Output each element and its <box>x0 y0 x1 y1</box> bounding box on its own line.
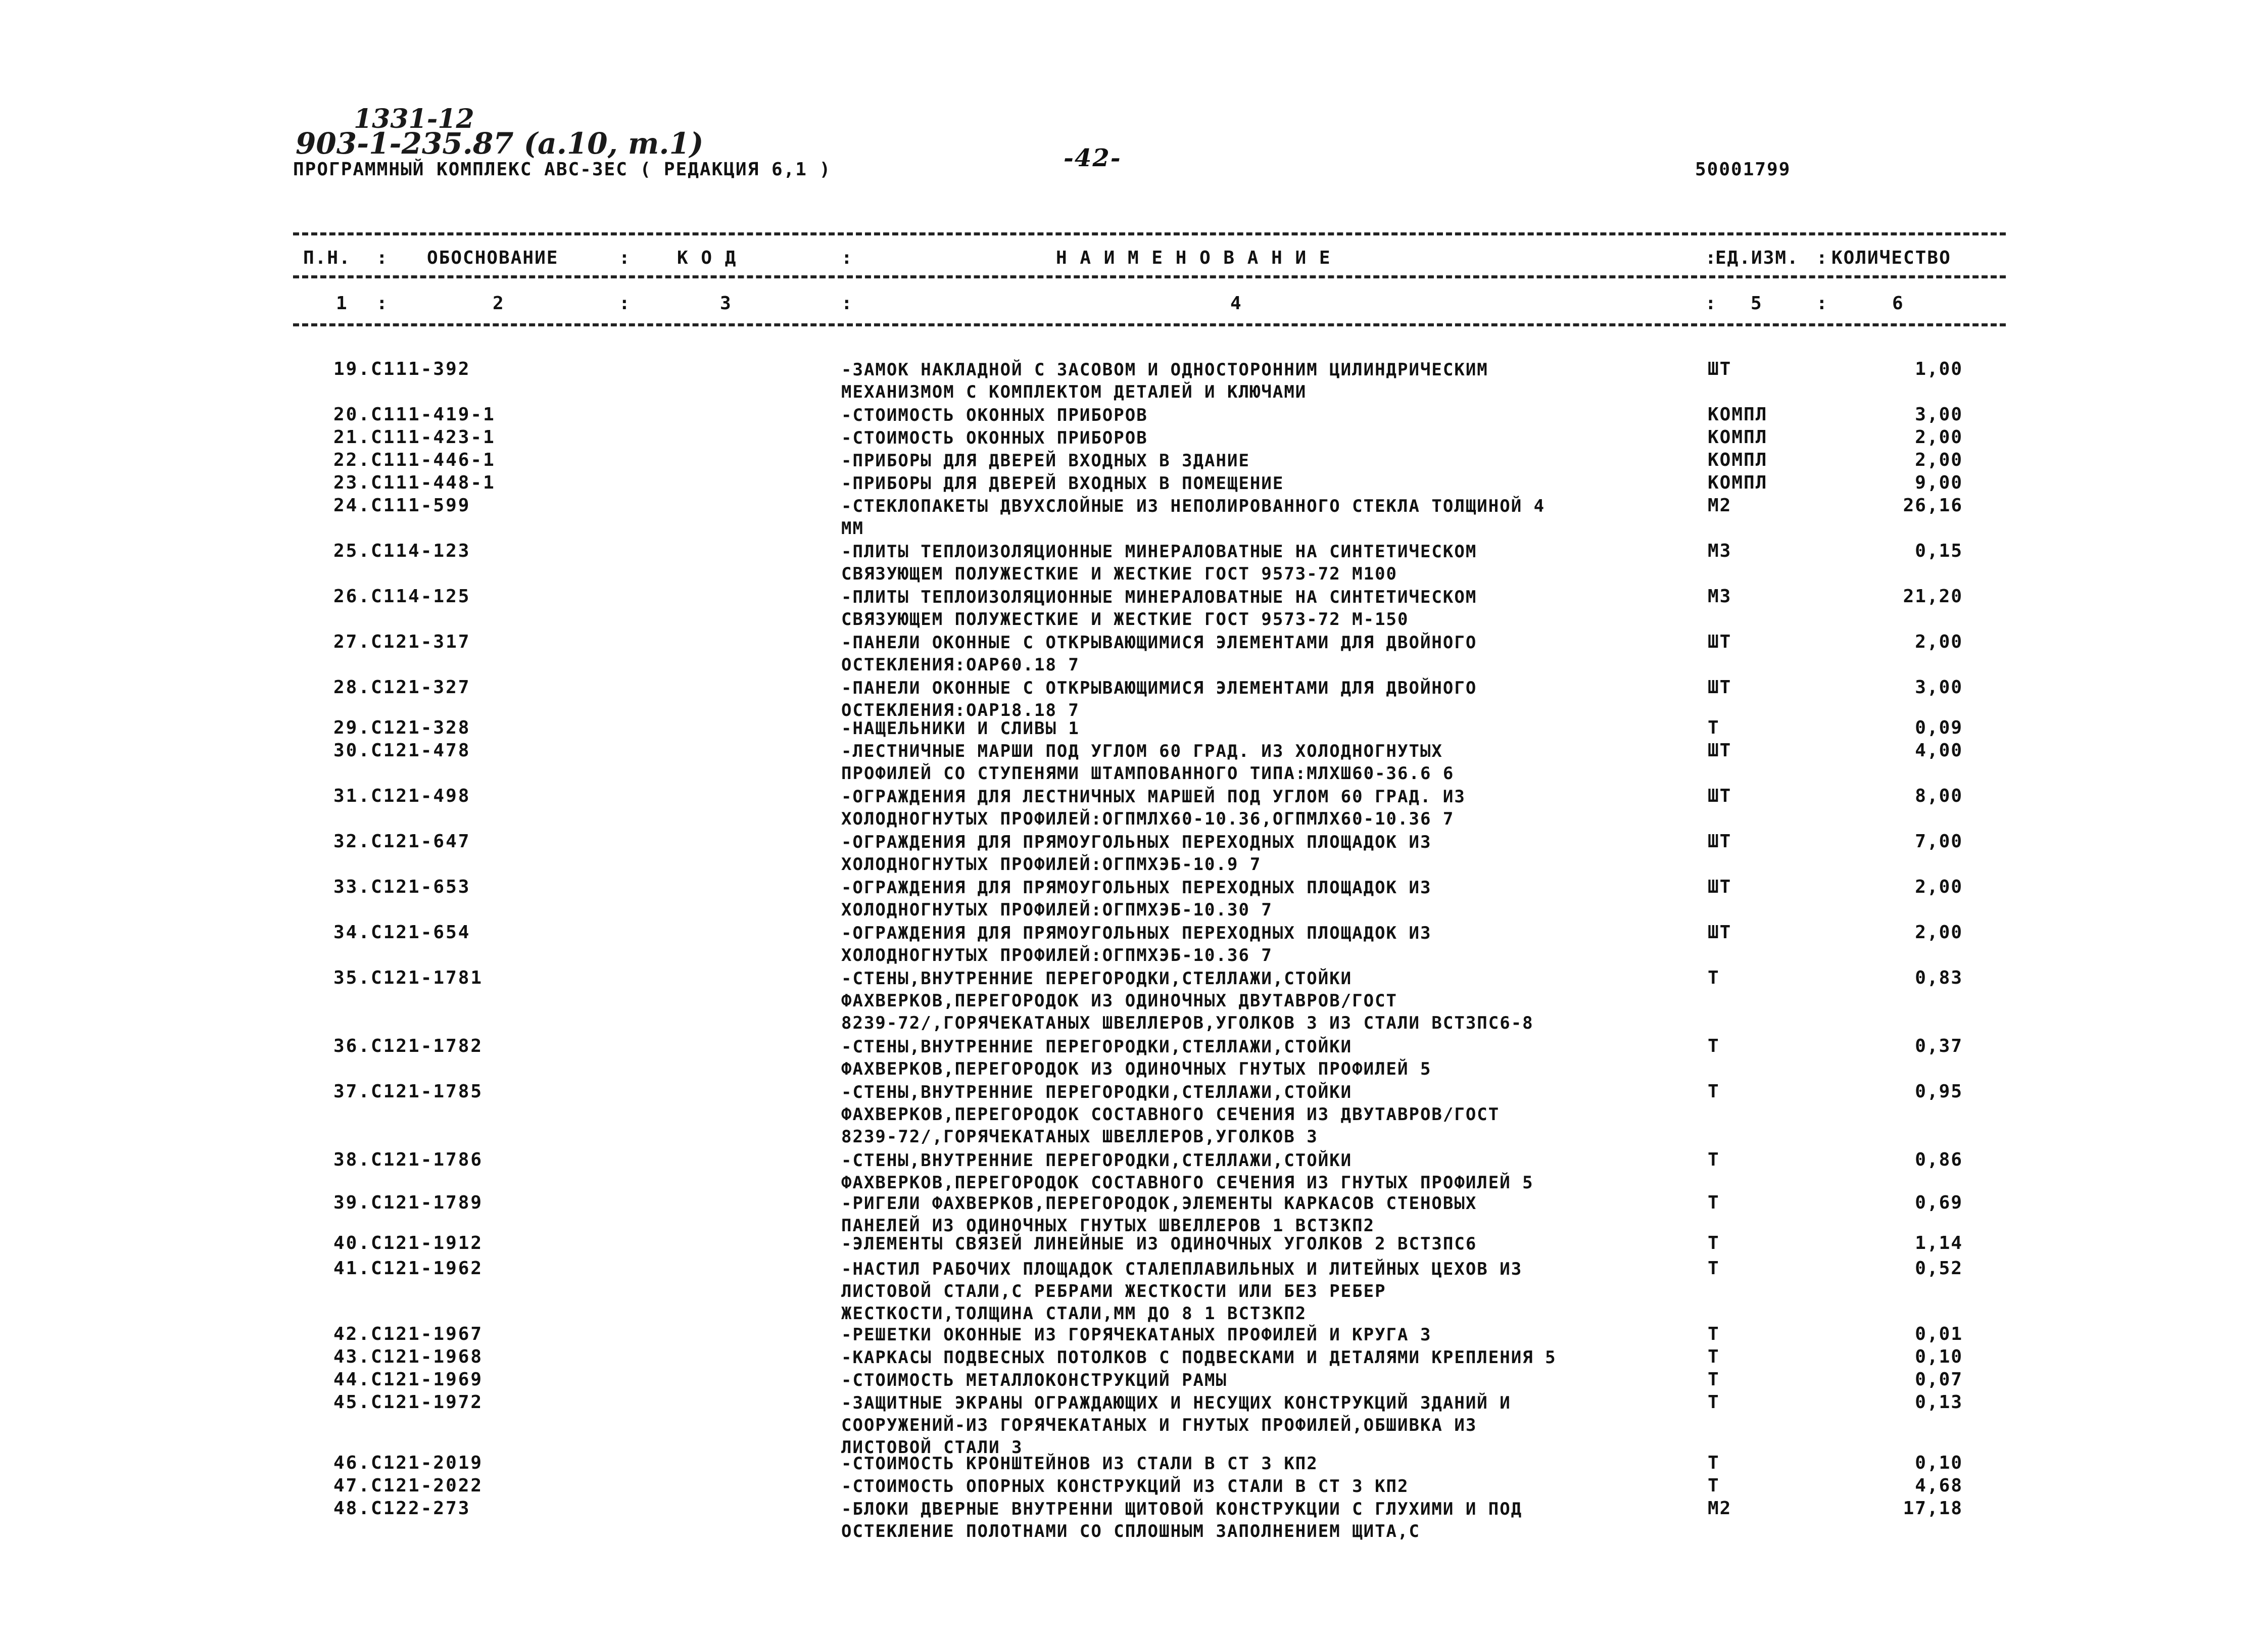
row-name-line: ЛИСТОВОЙ СТАЛИ 3 <box>841 1437 1023 1458</box>
row-unit: ШТ <box>1708 359 1732 379</box>
row-name-line: 8239-72/,ГОРЯЧЕКАТАНЫХ ШВЕЛЛЕРОВ,УГОЛКОВ 3 <box>841 1127 1318 1147</box>
row-name-line: -ПРИБОРЫ ДЛЯ ДВЕРЕЙ ВХОДНЫХ В ПОМЕЩЕНИЕ <box>841 473 1284 494</box>
column-separator: : <box>619 248 630 268</box>
row-quantity: 0,86 <box>1915 1149 1963 1170</box>
row-name <box>841 677 1700 721</box>
column-header-kod: К О Д <box>677 248 737 268</box>
row-name-line: -СТОИМОСТЬ КРОНШТЕЙНОВ ИЗ СТАЛИ В СТ 3 КП2 <box>841 1454 1318 1474</box>
row-name-line: ФАХВЕРКОВ,ПЕРЕГОРОДОК ИЗ ОДИНОЧНЫХ ГНУТЫХ ПРОФИЛЕЙ 5 <box>841 1059 1432 1079</box>
row-name <box>841 427 1700 449</box>
row-name-line: -ОГРАЖДЕНИЯ ДЛЯ ЛЕСТНИЧНЫХ МАРШЕЙ ПОД УГЛОМ 60 ГРАД. ИЗ <box>841 787 1466 807</box>
row-name <box>841 632 1700 676</box>
row-unit: Т <box>1708 1233 1720 1253</box>
row-unit: ШТ <box>1708 877 1732 897</box>
row-name <box>841 1036 1700 1080</box>
row-name <box>841 740 1700 785</box>
row-name <box>841 1192 1700 1237</box>
row-name-line: -ПАНЕЛИ ОКОННЫЕ С ОТКРЫВАЮЩИМИСЯ ЭЛЕМЕНТАМИ ДЛЯ ДВОЙНОГО <box>841 633 1477 653</box>
column-number-6: 6 <box>1892 293 1904 314</box>
row-name-line: ПРОФИЛЕЙ СО СТУПЕНЯМИ ШТАМПОВАННОГО ТИПА:МЛХШ60-36.6 6 <box>841 763 1455 784</box>
row-code: 46.С121-2019 <box>333 1453 484 1473</box>
row-unit: Т <box>1708 1081 1720 1102</box>
row-code: 21.С111-423-1 <box>333 427 496 448</box>
column-separator: : <box>841 293 852 314</box>
column-header-pn: П.Н. <box>303 248 351 268</box>
row-quantity: 0,95 <box>1915 1081 1963 1102</box>
row-name <box>841 922 1700 967</box>
column-separator: : <box>1816 293 1827 314</box>
row-quantity: 2,00 <box>1915 450 1963 470</box>
row-name-line: ХОЛОДНОГНУТЫХ ПРОФИЛЕЙ:ОГПМЛХ60-10.36,ОГПМЛХ60-10.36 7 <box>841 809 1455 829</box>
row-code: 33.С121-653 <box>333 877 471 897</box>
row-unit: Т <box>1708 968 1720 988</box>
row-code: 32.С121-647 <box>333 831 471 852</box>
row-code: 19.С111-392 <box>333 359 471 379</box>
row-unit: М2 <box>1708 495 1732 516</box>
row-name-line: -ПЛИТЫ ТЕПЛОИЗОЛЯЦИОННЫЕ МИНЕРАЛОВАТНЫЕ НА СИНТЕТИЧЕСКОМ <box>841 587 1477 607</box>
row-name-line: -ПЛИТЫ ТЕПЛОИЗОЛЯЦИОННЫЕ МИНЕРАЛОВАТНЫЕ НА СИНТЕТИЧЕСКОМ <box>841 542 1477 562</box>
row-code: 30.С121-478 <box>333 740 471 761</box>
handwritten-project-code: 903-1-235.87 (а.10, т.1) <box>296 126 704 161</box>
column-number-3: 3 <box>720 293 732 314</box>
row-code: 44.С121-1969 <box>333 1369 484 1390</box>
row-name-line: ЛИСТОВОЙ СТАЛИ,С РЕБРАМИ ЖЕСТКОСТИ ИЛИ БЕЗ РЕБЕР <box>841 1281 1386 1301</box>
header-divider-rule <box>293 275 2006 278</box>
row-name-line: -ОГРАЖДЕНИЯ ДЛЯ ПРЯМОУГОЛЬНЫХ ПЕРЕХОДНЫХ ПЛОЩАДОК ИЗ <box>841 923 1432 943</box>
row-name <box>841 1149 1700 1194</box>
row-name-line: -СТЕНЫ,ВНУТРЕННИЕ ПЕРЕГОРОДКИ,СТЕЛЛАЖИ,СТОЙКИ <box>841 969 1353 989</box>
row-name-line: -СТЕНЫ,ВНУТРЕННИЕ ПЕРЕГОРОДКИ,СТЕЛЛАЖИ,СТОЙКИ <box>841 1082 1353 1102</box>
row-name-line: ОСТЕКЛЕНИЕ ПОЛОТНАМИ СО СПЛОШНЫМ ЗАПОЛНЕНИЕМ ЩИТА,С <box>841 1521 1420 1541</box>
row-name-line: -КАРКАСЫ ПОДВЕСНЫХ ПОТОЛКОВ С ПОДВЕСКАМИ И ДЕТАЛЯМИ КРЕПЛЕНИЯ 5 <box>841 1347 1557 1368</box>
row-unit: КОМПЛ <box>1708 404 1768 425</box>
row-name <box>841 586 1700 631</box>
row-unit: ШТ <box>1708 831 1732 852</box>
row-name-line: ФАХВЕРКОВ,ПЕРЕГОРОДОК СОСТАВНОГО СЕЧЕНИЯ ИЗ ГНУТЫХ ПРОФИЛЕЙ 5 <box>841 1173 1534 1193</box>
row-name-line: -БЛОКИ ДВЕРНЫЕ ВНУТРЕННИ ЩИТОВОЙ КОНСТРУКЦИИ С ГЛУХИМИ И ПОД <box>841 1499 1523 1519</box>
row-quantity: 3,00 <box>1915 677 1963 698</box>
row-unit: Т <box>1708 1369 1720 1390</box>
row-name-line: -ПАНЕЛИ ОКОННЫЕ С ОТКРЫВАЮЩИМИСЯ ЭЛЕМЕНТАМИ ДЛЯ ДВОЙНОГО <box>841 678 1477 698</box>
row-code: 37.С121-1785 <box>333 1081 484 1102</box>
row-code: 34.С121-654 <box>333 922 471 943</box>
row-quantity: 17,18 <box>1903 1498 1963 1519</box>
column-header-qty: КОЛИЧЕСТВО <box>1831 248 1951 268</box>
row-unit: ШТ <box>1708 677 1732 698</box>
column-separator: : <box>841 248 852 268</box>
column-separator: : <box>619 293 630 314</box>
row-unit: Т <box>1708 717 1720 738</box>
row-name <box>841 1324 1700 1346</box>
row-name-line: -СТЕНЫ,ВНУТРЕННИЕ ПЕРЕГОРОДКИ,СТЕЛЛАЖИ,СТОЙКИ <box>841 1037 1353 1057</box>
row-name <box>841 1346 1700 1369</box>
column-header-name: Н А И М Е Н О В А Н И Е <box>1056 248 1331 268</box>
row-code: 25.С114-123 <box>333 541 471 561</box>
row-name <box>841 472 1700 495</box>
row-code: 36.С121-1782 <box>333 1036 484 1056</box>
row-unit: М3 <box>1708 586 1732 607</box>
handwritten-sheet-number: 1331-12 <box>354 104 474 134</box>
row-quantity: 0,01 <box>1915 1324 1963 1344</box>
column-number-4: 4 <box>1230 293 1242 314</box>
row-code: 29.С121-328 <box>333 717 471 738</box>
row-name-line: -СТОИМОСТЬ ОКОННЫХ ПРИБОРОВ <box>841 428 1148 448</box>
row-name-line: -ЭЛЕМЕНТЫ СВЯЗЕЙ ЛИНЕЙНЫЕ ИЗ ОДИНОЧНЫХ УГОЛКОВ 2 ВСТ3ПС6 <box>841 1234 1477 1254</box>
row-code: 39.С121-1789 <box>333 1192 484 1213</box>
row-code: 24.С111-599 <box>333 495 471 516</box>
row-unit: ШТ <box>1708 922 1732 943</box>
row-name-line: -ЗАЩИТНЫЕ ЭКРАНЫ ОГРАЖДАЮЩИХ И НЕСУЩИХ КОНСТРУКЦИЙ ЗДАНИЙ И <box>841 1393 1511 1413</box>
row-name <box>841 1233 1700 1255</box>
row-name <box>841 831 1700 876</box>
row-name <box>841 1081 1700 1148</box>
row-name-line: -ОГРАЖДЕНИЯ ДЛЯ ПРЯМОУГОЛЬНЫХ ПЕРЕХОДНЫХ ПЛОЩАДОК ИЗ <box>841 878 1432 898</box>
row-name <box>841 1498 1700 1542</box>
row-quantity: 4,00 <box>1915 740 1963 761</box>
row-unit: Т <box>1708 1036 1720 1056</box>
column-separator: : <box>376 248 388 268</box>
table-top-rule <box>293 232 2006 235</box>
row-unit: Т <box>1708 1453 1720 1473</box>
row-quantity: 0,10 <box>1915 1346 1963 1367</box>
row-quantity: 2,00 <box>1915 427 1963 448</box>
row-unit: Т <box>1708 1149 1720 1170</box>
row-name-line: ЖЕСТКОСТИ,ТОЛЩИНА СТАЛИ,ММ ДО 8 1 ВСТ3КП2 <box>841 1304 1307 1324</box>
column-separator: : <box>1816 248 1827 268</box>
row-name-line: ФАХВЕРКОВ,ПЕРЕГОРОДОК ИЗ ОДИНОЧНЫХ ДВУТАВРОВ/ГОСТ <box>841 991 1398 1011</box>
row-name <box>841 404 1700 426</box>
row-name-line: 8239-72/,ГОРЯЧЕКАТАНЫХ ШВЕЛЛЕРОВ,УГОЛКОВ 3 ИЗ СТАЛИ ВСТ3ПС6-8 <box>841 1013 1534 1033</box>
row-name <box>841 786 1700 830</box>
row-name-line: ММ <box>841 518 864 539</box>
row-name-line: ОСТЕКЛЕНИЯ:ОАР60.18 7 <box>841 655 1080 675</box>
row-unit: Т <box>1708 1475 1720 1496</box>
row-quantity: 0,13 <box>1915 1392 1963 1413</box>
row-quantity: 21,20 <box>1903 586 1963 607</box>
row-name-line: -СТОИМОСТЬ ОПОРНЫХ КОНСТРУКЦИЙ ИЗ СТАЛИ В СТ 3 КП2 <box>841 1476 1409 1497</box>
row-name <box>841 1392 1700 1459</box>
row-unit: Т <box>1708 1192 1720 1213</box>
row-quantity: 2,00 <box>1915 877 1963 897</box>
row-name <box>841 877 1700 921</box>
row-quantity: 2,00 <box>1915 632 1963 652</box>
row-name <box>841 717 1700 740</box>
column-separator: : <box>376 293 388 314</box>
row-code: 42.С121-1967 <box>333 1324 484 1344</box>
column-number-2: 2 <box>493 293 505 314</box>
row-unit: ШТ <box>1708 740 1732 761</box>
row-name <box>841 1475 1700 1498</box>
row-name-line: -ЗАМОК НАКЛАДНОЙ С ЗАСОВОМ И ОДНОСТОРОННИМ ЦИЛИНДРИЧЕСКИМ <box>841 360 1488 380</box>
row-name <box>841 541 1700 585</box>
column-number-5: 5 <box>1751 293 1763 314</box>
column-header-basis: ОБОСНОВАНИЕ <box>427 248 559 268</box>
row-name-line: ХОЛОДНОГНУТЫХ ПРОФИЛЕЙ:ОГПМХЭБ-10.9 7 <box>841 854 1262 875</box>
row-name <box>841 359 1700 403</box>
row-code: 38.С121-1786 <box>333 1149 484 1170</box>
row-code: 35.С121-1781 <box>333 968 484 988</box>
row-quantity: 0,07 <box>1915 1369 1963 1390</box>
row-name-line: ФАХВЕРКОВ,ПЕРЕГОРОДОК СОСТАВНОГО СЕЧЕНИЯ ИЗ ДВУТАВРОВ/ГОСТ <box>841 1104 1500 1125</box>
row-unit: КОМПЛ <box>1708 427 1768 448</box>
row-name <box>841 1453 1700 1475</box>
row-name-line: -СТЕНЫ,ВНУТРЕННИЕ ПЕРЕГОРОДКИ,СТЕЛЛАЖИ,СТОЙКИ <box>841 1150 1353 1171</box>
row-unit: КОМПЛ <box>1708 472 1768 493</box>
row-name <box>841 450 1700 472</box>
row-name-line: МЕХАНИЗМОМ С КОМПЛЕКТОМ ДЕТАЛЕЙ И КЛЮЧАМИ <box>841 382 1307 402</box>
row-name-line: -НАЩЕЛЬНИКИ И СЛИВЫ 1 <box>841 718 1080 739</box>
row-code: 45.С121-1972 <box>333 1392 484 1413</box>
row-name-line: -НАСТИЛ РАБОЧИХ ПЛОЩАДОК СТАЛЕПЛАВИЛЬНЫХ И ЛИТЕЙНЫХ ЦЕХОВ ИЗ <box>841 1259 1523 1279</box>
row-quantity: 1,14 <box>1915 1233 1963 1253</box>
row-unit: Т <box>1708 1324 1720 1344</box>
row-name-line: -ОГРАЖДЕНИЯ ДЛЯ ПРЯМОУГОЛЬНЫХ ПЕРЕХОДНЫХ ПЛОЩАДОК ИЗ <box>841 832 1432 852</box>
row-unit: КОМПЛ <box>1708 450 1768 470</box>
row-quantity: 26,16 <box>1903 495 1963 516</box>
row-name-line: СВЯЗУЮЩЕМ ПОЛУЖЕСТКИЕ И ЖЕСТКИЕ ГОСТ 9573-72 М-150 <box>841 609 1409 630</box>
row-name-line: ХОЛОДНОГНУТЫХ ПРОФИЛЕЙ:ОГПМХЭБ-10.36 7 <box>841 945 1273 966</box>
row-quantity: 0,83 <box>1915 968 1963 988</box>
row-name-line: ХОЛОДНОГНУТЫХ ПРОФИЛЕЙ:ОГПМХЭБ-10.30 7 <box>841 900 1273 920</box>
row-code: 41.С121-1962 <box>333 1258 484 1279</box>
program-title: ПРОГРАММНЫЙ КОМПЛЕКС АВС-ЗЕС ( РЕДАКЦИЯ 6,1 ) <box>293 159 832 180</box>
row-name-line: -СТОИМОСТЬ МЕТАЛЛОКОНСТРУКЦИЙ РАМЫ <box>841 1370 1227 1390</box>
row-unit: М3 <box>1708 541 1732 561</box>
row-quantity: 0,09 <box>1915 717 1963 738</box>
row-code: 20.С111-419-1 <box>333 404 496 425</box>
row-code: 43.С121-1968 <box>333 1346 484 1367</box>
row-quantity: 4,68 <box>1915 1475 1963 1496</box>
column-number-1: 1 <box>336 293 348 314</box>
row-code: 47.С121-2022 <box>333 1475 484 1496</box>
page-number: -42- <box>1064 144 1122 172</box>
row-code: 31.С121-498 <box>333 786 471 806</box>
column-header-unit: ЕД.ИЗМ. <box>1715 248 1799 268</box>
row-name-line: -РИГЕЛИ ФАХВЕРКОВ,ПЕРЕГОРОДОК,ЭЛЕМЕНТЫ КАРКАСОВ СТЕНОВЫХ <box>841 1193 1477 1214</box>
row-quantity: 0,10 <box>1915 1453 1963 1473</box>
row-name-line: СВЯЗУЮЩЕМ ПОЛУЖЕСТКИЕ И ЖЕСТКИЕ ГОСТ 9573-72 М100 <box>841 564 1398 584</box>
row-name <box>841 968 1700 1034</box>
row-name-line: ОСТЕКЛЕНИЯ:ОАР18.18 7 <box>841 700 1080 720</box>
row-name <box>841 1258 1700 1325</box>
row-unit: ШТ <box>1708 632 1732 652</box>
row-quantity: 7,00 <box>1915 831 1963 852</box>
row-code: 28.С121-327 <box>333 677 471 698</box>
row-unit: Т <box>1708 1346 1720 1367</box>
row-name-line: -СТЕКЛОПАКЕТЫ ДВУХСЛОЙНЫЕ ИЗ НЕПОЛИРОВАННОГО СТЕКЛА ТОЛЩИНОЙ 4 <box>841 496 1546 516</box>
row-code: 26.С114-125 <box>333 586 471 607</box>
row-name-line: ПАНЕЛЕЙ ИЗ ОДИНОЧНЫХ ГНУТЫХ ШВЕЛЛЕРОВ 1 ВСТ3КП2 <box>841 1216 1375 1236</box>
row-name <box>841 495 1700 540</box>
column-separator: : <box>1705 293 1716 314</box>
row-unit: Т <box>1708 1258 1720 1279</box>
row-unit: М2 <box>1708 1498 1732 1519</box>
row-name-line: -ЛЕСТНИЧНЫЕ МАРШИ ПОД УГЛОМ 60 ГРАД. ИЗ ХОЛОДНОГНУТЫХ <box>841 741 1443 761</box>
row-quantity: 0,69 <box>1915 1192 1963 1213</box>
row-quantity: 8,00 <box>1915 786 1963 806</box>
table-body-rule <box>293 323 2006 326</box>
row-code: 48.С122-273 <box>333 1498 471 1519</box>
row-name-line: -РЕШЕТКИ ОКОННЫЕ ИЗ ГОРЯЧЕКАТАНЫХ ПРОФИЛЕЙ И КРУГА 3 <box>841 1325 1432 1345</box>
row-quantity: 0,15 <box>1915 541 1963 561</box>
row-code: 22.С111-446-1 <box>333 450 496 470</box>
row-quantity: 0,37 <box>1915 1036 1963 1056</box>
row-name-line: СООРУЖЕНИЙ-ИЗ ГОРЯЧЕКАТАНЫХ И ГНУТЫХ ПРОФИЛЕЙ,ОБШИВКА ИЗ <box>841 1415 1477 1435</box>
row-code: 27.С121-317 <box>333 632 471 652</box>
document-code: 50001799 <box>1695 159 1791 180</box>
row-code: 23.С111-448-1 <box>333 472 496 493</box>
row-quantity: 0,52 <box>1915 1258 1963 1279</box>
row-name-line: -СТОИМОСТЬ ОКОННЫХ ПРИБОРОВ <box>841 405 1148 425</box>
row-unit: Т <box>1708 1392 1720 1413</box>
row-quantity: 3,00 <box>1915 404 1963 425</box>
row-unit: ШТ <box>1708 786 1732 806</box>
column-separator: : <box>1705 248 1716 268</box>
row-quantity: 1,00 <box>1915 359 1963 379</box>
row-quantity: 9,00 <box>1915 472 1963 493</box>
row-name <box>841 1369 1700 1391</box>
row-code: 40.С121-1912 <box>333 1233 484 1253</box>
row-name-line: -ПРИБОРЫ ДЛЯ ДВЕРЕЙ ВХОДНЫХ В ЗДАНИЕ <box>841 451 1250 471</box>
row-quantity: 2,00 <box>1915 922 1963 943</box>
